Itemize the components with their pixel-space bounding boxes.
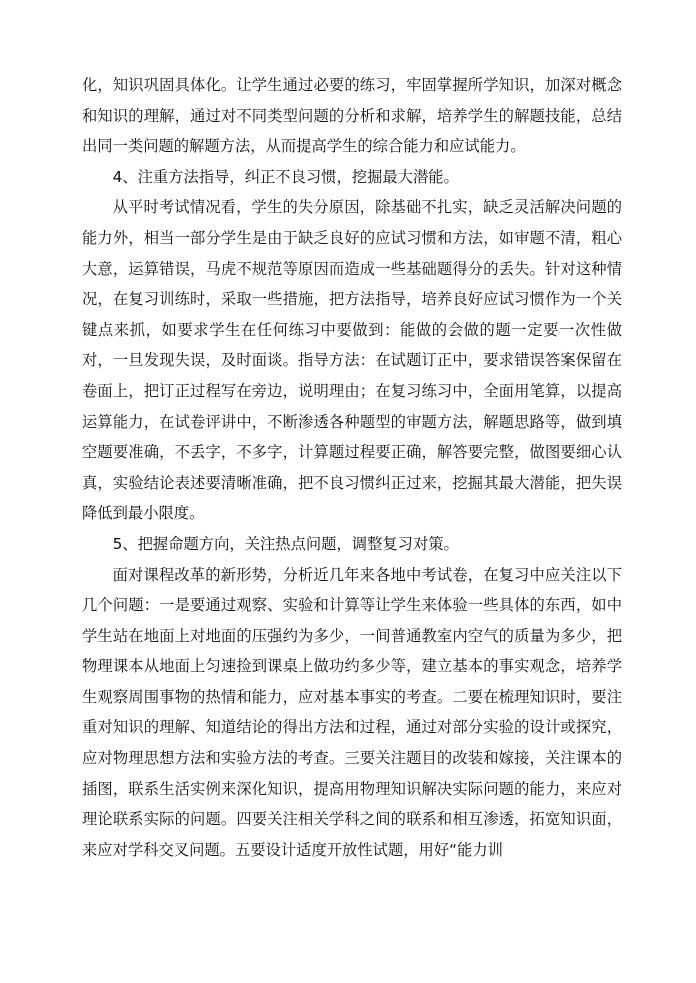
paragraph-exam-direction: 面对课程改革的新形势，分析近几年来各地中考试卷，在复习中应关注以下几个问题：一是要通过观察、实验和计算等让学生来体验一些具体的东西，如中学生站在地面上对地面的压强约为多少，一间普通教室内空气的质量为多少，把物理课本从地面上匀速捡到课桌上做功约多少等，建立基本的事实观念，培养学生观察周围事物的热情和能力，应对基本事实的考查。二要在梳理知识时，要注重对知识的理解、知道结论的得出方法和过程，通过对部分实验的设计或探究，应对物理思想方法和实验方法的考查。三要关注题目的改装和嫁接，关注课本的插图，联系生活实例来深化知识，提高用物理知识解决实际问题的能力，来应对理论联系实际的问题。四要关注相关学科之间的联系和相互渗透，拓宽知识面，来应对学科交叉问题。五要设计适度开放性试题，用好“能力训 <box>82 565 622 859</box>
paragraph-method-guidance: 从平时考试情况看，学生的失分原因，除基础不扎实，缺乏灵活解决问题的能力外，相当一部分学生是由于缺乏良好的应试习惯和方法，如审题不清，粗心大意，运算错误，马虎不规范等原因而造成一些基础题得分的丢失。针对这种情况，在复习训练时，采取一些措施，把方法指导，培养良好应试习惯作为一个关键点来抓，如要求学生在任何练习中要做到：能做的会做的题一定要一次性做对，一旦发现失误，及时面谈。指导方法：在试题订正中，要求错误答案保留在卷面上，把订正过程写在旁边，说明理由；在复习练习中，全面用笔算，以提高运算能力，在试卷评讲中，不断渗透各种题型的审题方法，解题思路等，做到填空题要准确，不丢字，不多字，计算题过程要正确，解答要完整，做图要细心认真，实验结论表述要清晰准确，把不良习惯纠正过来，挖掘其最大潜能，把失误降低到最小限度。 <box>82 198 622 523</box>
section-heading-5: 5、把握命题方向，关注热点问题，调整复习对策。 <box>112 534 459 553</box>
body-text <box>82 70 622 865</box>
section-heading-4: 4、注重方法指导，纠正不良习惯，挖掘最大潜能。 <box>112 167 459 186</box>
paragraph-continuation: 化，知识巩固具体化。让学生通过必要的练习，牢固掌握所学知识，加深对概念和知识的理解，通过对不同类型问题的分析和求解，培养学生的解题技能，总结出同一类问题的解题方法，从而提高学生的综合能力和应试能力。 <box>82 76 622 156</box>
